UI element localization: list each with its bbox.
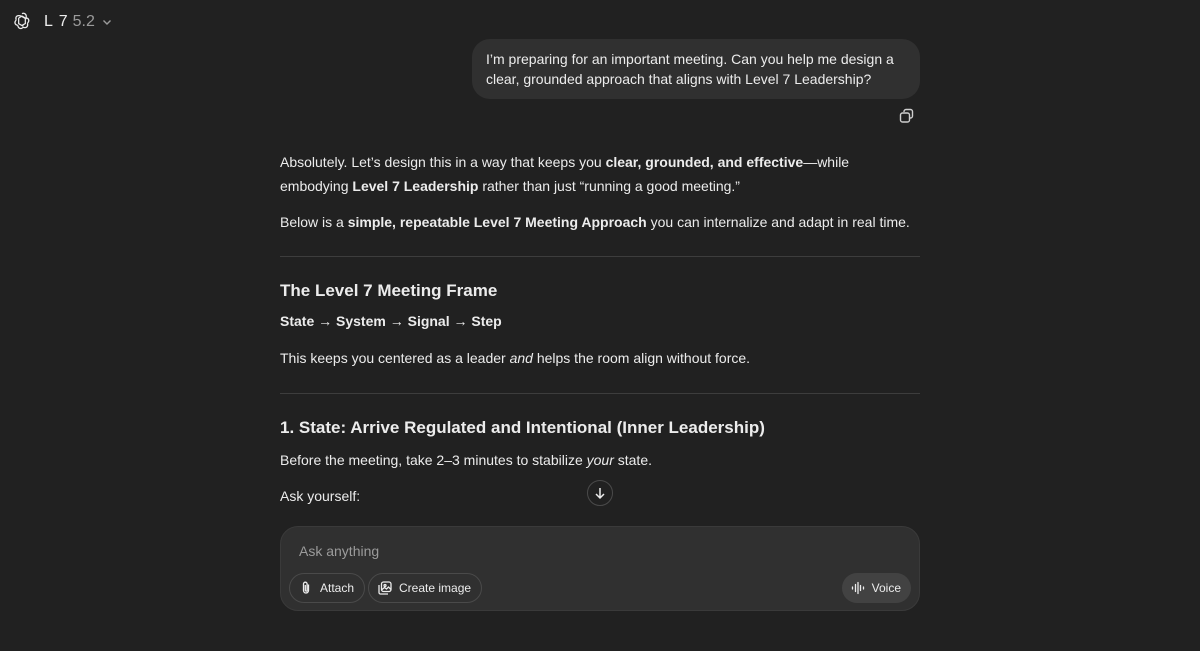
- frame-heading: The Level 7 Meeting Frame: [280, 281, 498, 300]
- user-message-bubble: [472, 39, 920, 99]
- composer: [280, 526, 920, 611]
- text-segment: This keeps you centered as a leader: [280, 350, 510, 366]
- text-segment: Below is a: [280, 214, 348, 230]
- voice-waveform-icon: [850, 580, 866, 596]
- voice-label: Voice: [871, 581, 901, 595]
- create-image-button[interactable]: [368, 573, 482, 603]
- text-segment: state.: [613, 452, 652, 468]
- prompt-input[interactable]: [297, 539, 897, 563]
- paperclip-icon: [298, 580, 314, 596]
- chevron-down-icon: [101, 16, 113, 28]
- frame-steps: State → System → Signal → Step: [280, 313, 502, 329]
- section-heading: 1. State: Arrive Regulated and Intentional (Inner Leadership): [280, 418, 765, 437]
- attach-label: Attach: [320, 581, 355, 595]
- openai-logo-icon[interactable]: [12, 11, 32, 31]
- text-segment: helps the room align without force.: [532, 350, 751, 366]
- voice-button[interactable]: [842, 573, 911, 603]
- image-icon: [377, 580, 393, 596]
- attach-button[interactable]: [289, 573, 365, 603]
- model-name: L 7: [44, 13, 69, 30]
- italic-text: and: [509, 350, 533, 366]
- copy-icon[interactable]: [897, 106, 917, 126]
- state-paragraph: [280, 450, 652, 470]
- frame-paragraph: [280, 348, 750, 368]
- divider: [280, 393, 920, 394]
- text-segment: —while embodying: [280, 154, 850, 194]
- italic-text: your: [586, 452, 614, 468]
- model-version: 5.2: [72, 13, 95, 30]
- approach-paragraph: [280, 210, 920, 234]
- ask-yourself-paragraph: Ask yourself:: [280, 488, 361, 504]
- create-image-label: Create image: [399, 581, 472, 595]
- bold-text: clear, grounded, and effective: [605, 154, 804, 170]
- text-segment: rather than just “running a good meeting.”: [478, 178, 740, 194]
- divider: [280, 256, 920, 257]
- bold-text: simple, repeatable Level 7 Meeting Approach: [347, 214, 647, 230]
- arrow-down-icon: [593, 486, 607, 500]
- intro-paragraph: [280, 150, 920, 198]
- bold-text: Level 7 Leadership: [352, 178, 479, 194]
- text-segment: you can internalize and adapt in real time.: [646, 214, 910, 230]
- user-message-text: I’m preparing for an important meeting. Can you help me design a clear, grounded approach that aligns with Level 7 Leadership?: [486, 51, 894, 87]
- text-segment: Absolutely. Let’s design this in a way that keeps you: [280, 154, 606, 170]
- model-selector[interactable]: [44, 11, 113, 33]
- text-segment: Before the meeting, take 2–3 minutes to stabilize: [280, 452, 587, 468]
- top-bar: [0, 0, 1200, 44]
- scroll-down-button[interactable]: [587, 480, 613, 506]
